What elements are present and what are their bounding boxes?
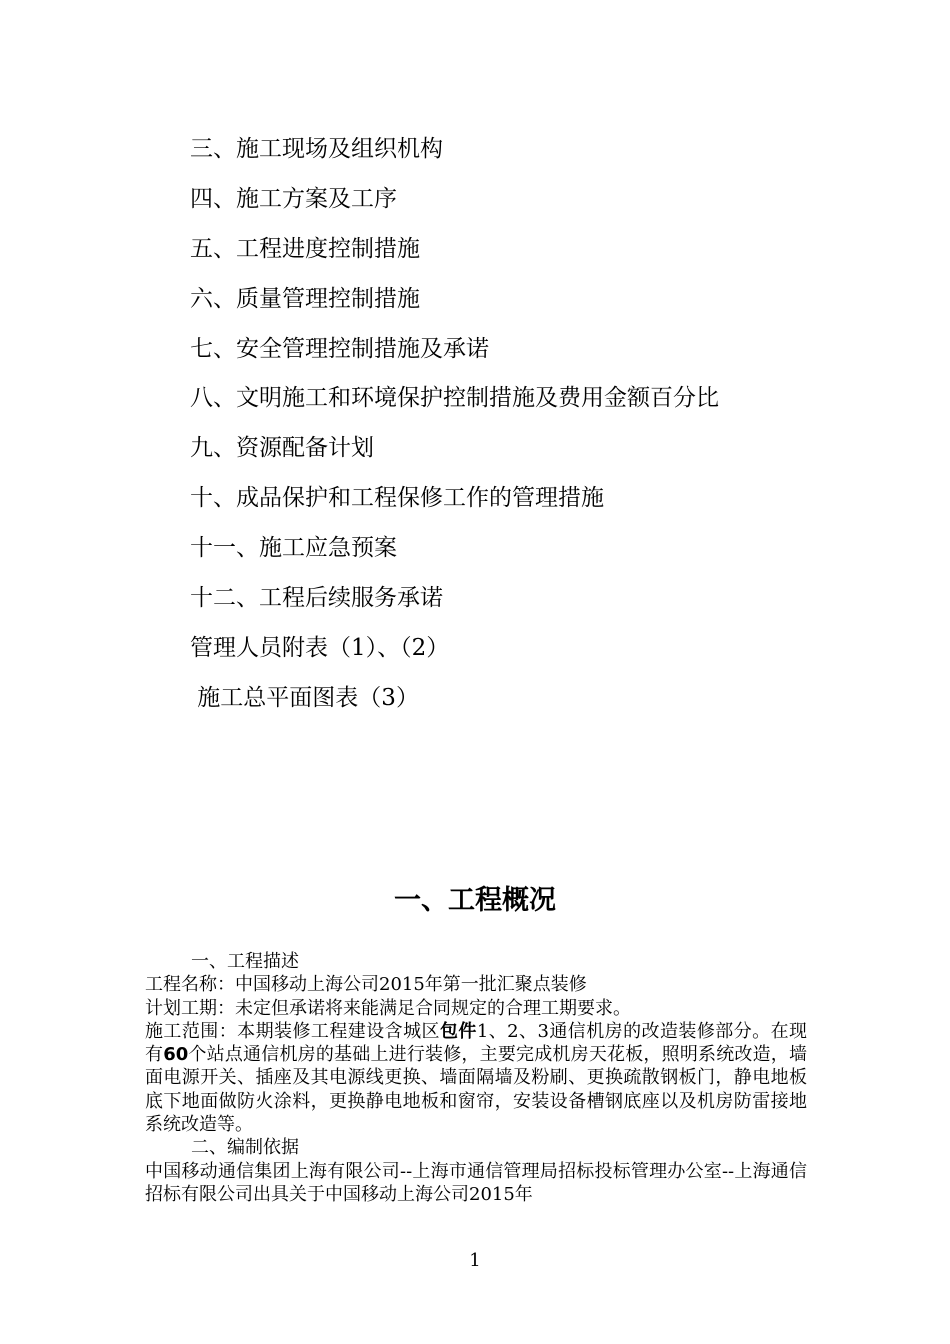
basis-paragraph: 中国移动通信集团上海有限公司--上海市通信管理局招标投标管理办公室--上海通信招标有限公司出具关于中国移动上海公司2015年	[145, 1160, 807, 1205]
section-body	[145, 950, 807, 1206]
toc-item: 八、文明施工和环境保护控制措施及费用金额百分比	[190, 385, 719, 411]
toc-item: 施工总平面图表（3）	[190, 685, 419, 711]
planned-period-line: 计划工期：未定但承诺将来能满足合同规定的合理工期要求。	[145, 997, 631, 1019]
subsection-title: 一、工程描述	[191, 951, 299, 972]
toc-item: 九、资源配备计划	[190, 435, 374, 461]
toc-item: 三、施工现场及组织机构	[190, 136, 443, 162]
page-number: 1	[469, 1250, 481, 1271]
project-name-line: 工程名称：中国移动上海公司2015年第一批汇聚点装修	[145, 974, 587, 996]
scope-text: 施工范围：本期装修工程建设含城区	[145, 1020, 440, 1042]
scope-text: 1、2、3通信机房的改造装修部分。在现有	[145, 1020, 808, 1066]
scope-emphasis: 包件	[439, 1020, 477, 1042]
toc-item: 十、成品保护和工程保修工作的管理措施	[190, 485, 604, 511]
section-heading: 一、工程概况	[394, 885, 556, 916]
toc-item: 五、工程进度控制措施	[190, 236, 420, 262]
scope-text: 个站点通信机房的基础上进行装修，主要完成机房天花板，照明系统改造，墙面电源开关、插座及其电源线更换、墙面隔墙及粉刷、更换疏散钢板门，静电地板底下地面做防火涂料，更换静电地板和窗帘，安装设备槽钢底座以及机房防雷接地系统改造等。	[145, 1044, 808, 1136]
toc-item: 七、安全管理控制措施及承诺	[190, 336, 489, 362]
toc-item: 管理人员附表（1）、（2）	[190, 635, 450, 661]
toc-item: 六、质量管理控制措施	[190, 286, 420, 312]
toc-item: 十二、工程后续服务承诺	[190, 585, 443, 611]
scope-emphasis: 60	[163, 1044, 189, 1066]
toc-item: 四、施工方案及工序	[190, 186, 397, 212]
toc-item: 十一、施工应急预案	[190, 535, 397, 561]
scope-paragraph	[145, 1020, 807, 1136]
subsection-title: 二、编制依据	[191, 1137, 299, 1159]
